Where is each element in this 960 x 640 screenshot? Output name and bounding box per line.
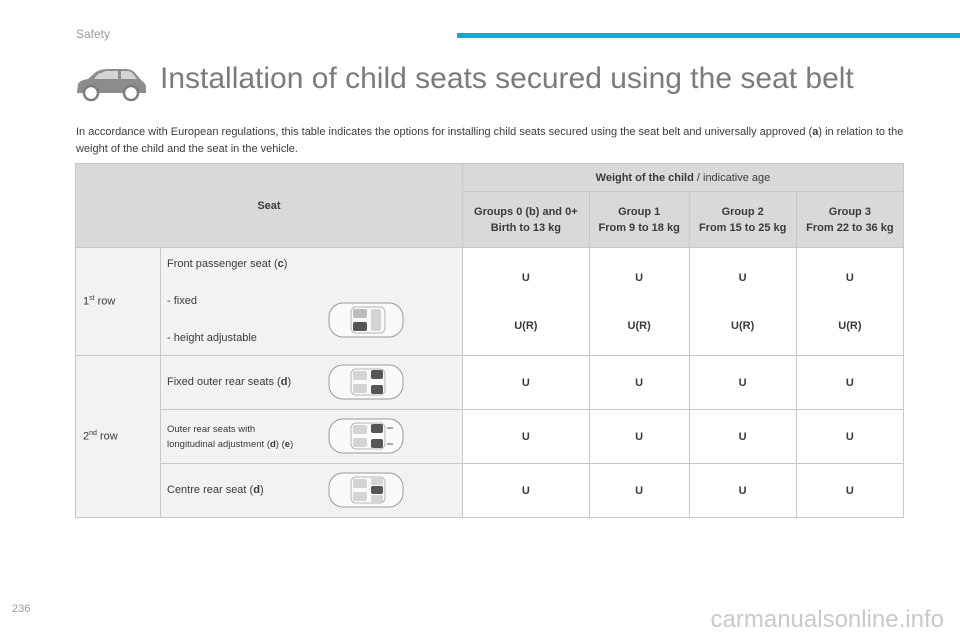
seat-front-passenger — [161, 248, 463, 356]
intro-paragraph: In accordance with European regulations, this table indicates the options for installing child seats secured using the seat belt and universally approved (a) in relation to the weight of the child and the seat in the vehicle. — [76, 126, 904, 155]
value-cell: U — [589, 410, 689, 464]
seat-fixed-outer-rear: Fixed outer rear seats (d) — [161, 356, 463, 410]
row-label-first: 1st row — [76, 248, 161, 356]
value-cell: U — [589, 356, 689, 410]
value-cell: U U(R) — [589, 248, 689, 356]
seat-header: Seat — [76, 164, 463, 248]
section-label: Safety — [76, 27, 111, 41]
value-cell: U — [796, 356, 903, 410]
watermark: carmanualsonline.info — [710, 606, 944, 633]
car-seat-diagram-icon — [327, 416, 405, 456]
page-title: Installation of child seats secured using the seat belt — [160, 62, 854, 95]
value-cell: U U(R) — [689, 248, 796, 356]
value-cell: U — [689, 410, 796, 464]
group-header: Groups 0 (b) and 0+ Birth to 13 kg — [462, 192, 589, 248]
value-cell: U U(R) — [796, 248, 903, 356]
car-seat-diagram-icon — [327, 362, 405, 402]
car-icon — [74, 66, 148, 102]
value-cell: U — [689, 356, 796, 410]
value-cell: U — [462, 356, 589, 410]
value-cell: U — [689, 464, 796, 518]
accent-bar — [457, 33, 960, 38]
page-number: 236 — [12, 603, 31, 615]
car-seat-diagram-icon — [327, 470, 405, 510]
value-cell: U — [796, 410, 903, 464]
value-cell: U — [462, 410, 589, 464]
weight-header: Weight of the child / indicative age — [462, 164, 903, 192]
group-header: Group 2 From 15 to 25 kg — [689, 192, 796, 248]
value-cell: U U(R) — [462, 248, 589, 356]
group-header: Group 1 From 9 to 18 kg — [589, 192, 689, 248]
group-header: Group 3 From 22 to 36 kg — [796, 192, 903, 248]
seat-centre-rear: Centre rear seat (d) — [161, 464, 463, 518]
value-cell: U — [589, 464, 689, 518]
row-label-second: 2nd row — [76, 356, 161, 518]
value-cell: U — [462, 464, 589, 518]
value-cell: U — [796, 464, 903, 518]
seat-title: Front passenger seat (c) — [167, 258, 288, 270]
option-height-adjustable: - height adjustable — [167, 332, 257, 344]
seat-outer-rear-longitudinal: Outer rear seats with longitudinal adjustment (d) (e) — [161, 410, 463, 464]
car-seat-diagram-icon — [327, 300, 405, 340]
child-seat-table — [75, 163, 904, 518]
option-fixed: - fixed — [167, 295, 197, 307]
